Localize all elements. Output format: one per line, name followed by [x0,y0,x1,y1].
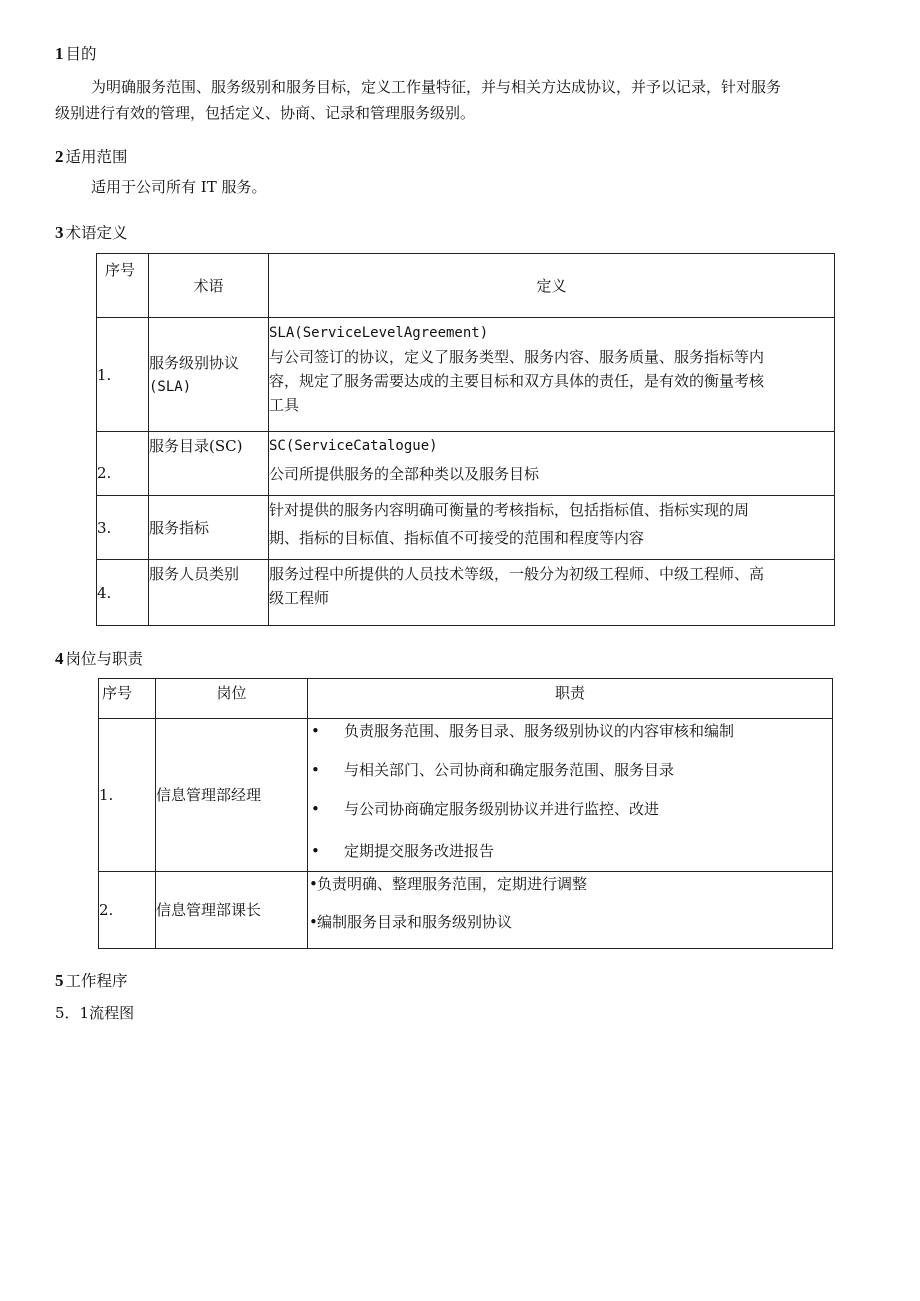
bullet-icon: • [309,913,318,931]
duty-item [308,872,832,910]
table-row [97,560,835,626]
row-term: 服务人员类别 [149,560,269,626]
subsection-5-1-heading: 5．1流程图 [55,1004,135,1022]
section-title: 目的 [65,45,97,63]
duty-text: 与相关部门、公司协商和确定服务范围、服务目录 [344,761,675,779]
section-5-heading [55,969,128,991]
bullet-icon: • [311,761,320,779]
paragraph-line: 为明确服务范围、服务级别和服务目标，定义工作量特征，并与相关方达成协议，并予以记录，针对服务 [91,78,782,96]
table-header-row [99,679,833,719]
row-definition [269,432,835,496]
definition-line: SC(ServiceCatalogue) [269,438,438,454]
table-row [99,719,833,872]
header-duty: 职责 [308,679,833,719]
duty-text: 负责服务范围、服务目录、服务级别协议的内容审核和编制 [344,722,735,740]
section-title: 适用范围 [65,148,128,166]
roles-table [98,678,833,949]
definition-line: 与公司签订的协议，定义了服务类型、服务内容、服务质量、服务指标等内 [269,348,765,366]
bullet-icon: • [311,722,320,740]
definition-line: 针对提供的服务内容明确可衡量的考核指标，包括指标值、指标实现的周 [269,501,750,519]
definition-line: 服务过程中所提供的人员技术等级，一般分为初级工程师、中级工程师、高 [269,565,765,583]
section-3-heading [55,221,128,243]
section-number: 1 [55,44,64,63]
paragraph-line: 级别进行有效的管理，包括定义、协商、记录和管理服务级别。 [55,104,476,122]
section-1-paragraph [55,74,885,126]
row-no: 2. [97,432,149,496]
duty-item [308,797,832,839]
definition-line: 级工程师 [269,589,330,607]
definition-line: 公司所提供服务的全部种类以及服务目标 [269,465,540,483]
definition-line: SLA(ServiceLevelAgreement) [269,325,489,341]
section-4-heading [55,647,143,669]
bullet-icon: • [311,800,320,818]
definition-line: 期、指标的目标值、指标值不可接受的范围和程度等内容 [269,529,645,547]
row-term: 服务指标 [149,496,269,560]
duty-item [308,839,832,863]
duty-item [308,910,832,934]
definition-line: 工具 [269,396,300,414]
section-title: 工作程序 [65,972,128,990]
duty-text: 编制服务目录和服务级别协议 [317,913,513,931]
row-no: 2. [99,872,156,949]
duty-text: 定期提交服务改进报告 [344,842,495,860]
row-duties [308,719,833,872]
section-2-heading [55,145,128,167]
section-title: 岗位与职责 [65,650,144,668]
header-term: 术语 [149,254,269,318]
row-no: 3. [97,496,149,560]
section-2-paragraph: 适用于公司所有 IT 服务。 [91,178,267,196]
definition-line: 容，规定了服务需要达成的主要目标和双方具体的责任，是有效的衡量考核 [269,372,765,390]
term-line: (SLA) [149,378,192,395]
table-header-row [97,254,835,318]
header-definition: 定义 [269,254,835,318]
row-no: 1. [99,719,156,872]
row-term: 服务目录(SC) [149,432,269,496]
section-number: 2 [55,147,64,166]
row-post: 信息管理部经理 [156,719,308,872]
section-1-heading [55,42,97,64]
section-number: 4 [55,649,64,668]
row-definition [269,560,835,626]
section-title: 术语定义 [65,224,128,242]
row-no: 1. [97,318,149,432]
row-term [149,318,269,432]
table-row [97,496,835,560]
section-number: 3 [55,223,64,242]
table-row [97,318,835,432]
row-post: 信息管理部课长 [156,872,308,949]
header-no: 序号 [99,679,156,719]
bullet-icon: • [311,842,320,860]
duty-item [308,719,832,758]
bullet-icon: • [309,875,318,893]
table-row [99,872,833,949]
table-row [97,432,835,496]
section-number: 5 [55,971,64,990]
duty-text: 负责明确、整理服务范围，定期进行调整 [317,875,588,893]
row-no: 4. [97,560,149,626]
term-line: 服务级别协议 [149,353,240,372]
row-duties [308,872,833,949]
header-no: 序号 [97,254,149,318]
duty-text: 与公司协商确定服务级别协议并进行监控、改进 [344,800,660,818]
row-definition [269,496,835,560]
duty-item [308,758,832,797]
row-definition [269,318,835,432]
header-post: 岗位 [156,679,308,719]
terms-table [96,253,835,626]
